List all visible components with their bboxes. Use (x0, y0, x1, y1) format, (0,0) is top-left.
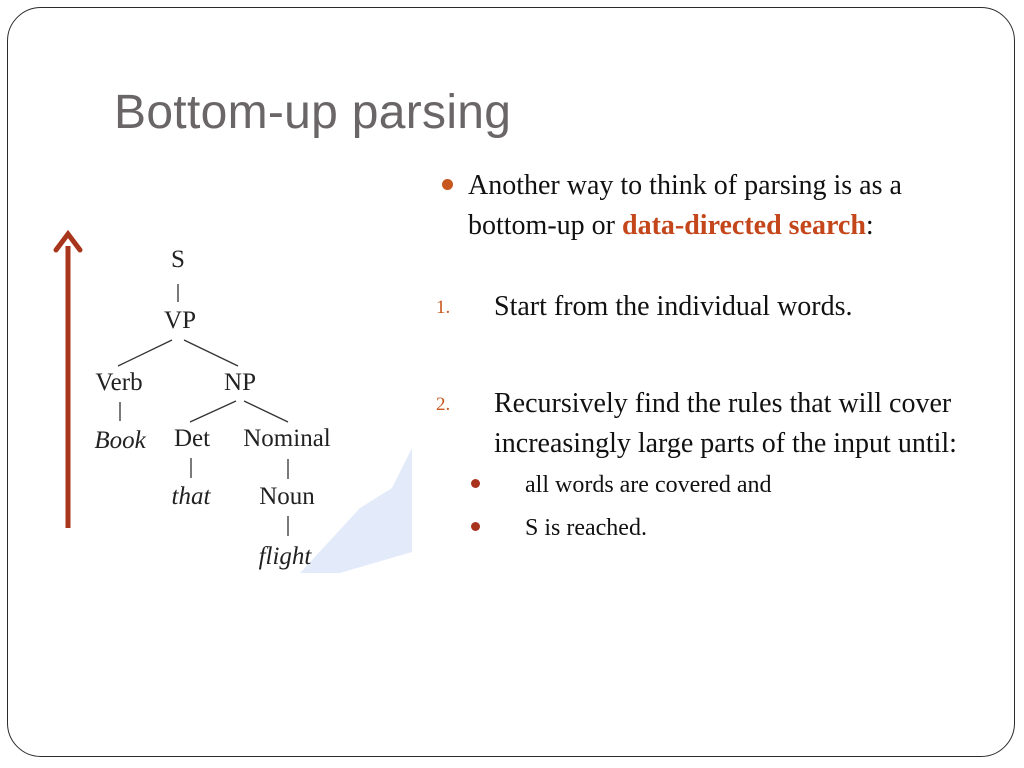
node-s: S (171, 246, 185, 273)
bullet-dot-icon (442, 179, 453, 190)
node-np: NP (224, 369, 256, 396)
word-book: Book (94, 427, 146, 454)
word-that: that (171, 483, 211, 510)
node-nominal: Nominal (243, 425, 331, 452)
sub-bullet-2 (436, 507, 976, 550)
item-text: Recursively find the rules that will cover increasingly large parts of the input until: (494, 388, 957, 459)
bullet-dot-icon (471, 479, 480, 488)
sub-bullet-text: all words are covered and (525, 472, 772, 498)
slide-content (436, 166, 976, 550)
highlight-text: data-directed search (622, 210, 866, 241)
item-number: 1. (436, 297, 451, 318)
main-bullet (436, 166, 976, 246)
bullet-colon: : (865, 210, 874, 241)
parse-tree (80, 240, 380, 580)
bullet-dot-icon (471, 522, 480, 531)
item-text: Start from the individual words. (494, 291, 853, 322)
bullet-text: Another way to think of parsing is as a bottom-up or (468, 170, 902, 241)
word-flight: flight (258, 543, 312, 570)
node-vp: VP (164, 307, 196, 334)
numbered-item-1 (436, 287, 976, 327)
sub-bullet-text: S is reached. (525, 515, 647, 541)
node-verb: Verb (95, 369, 143, 396)
item-number: 2. (436, 394, 451, 415)
node-noun: Noun (259, 483, 315, 510)
sub-bullet-1 (436, 464, 976, 507)
slide-title: Bottom-up parsing (114, 86, 512, 139)
node-det: Det (173, 425, 211, 452)
numbered-item-2 (436, 384, 976, 464)
